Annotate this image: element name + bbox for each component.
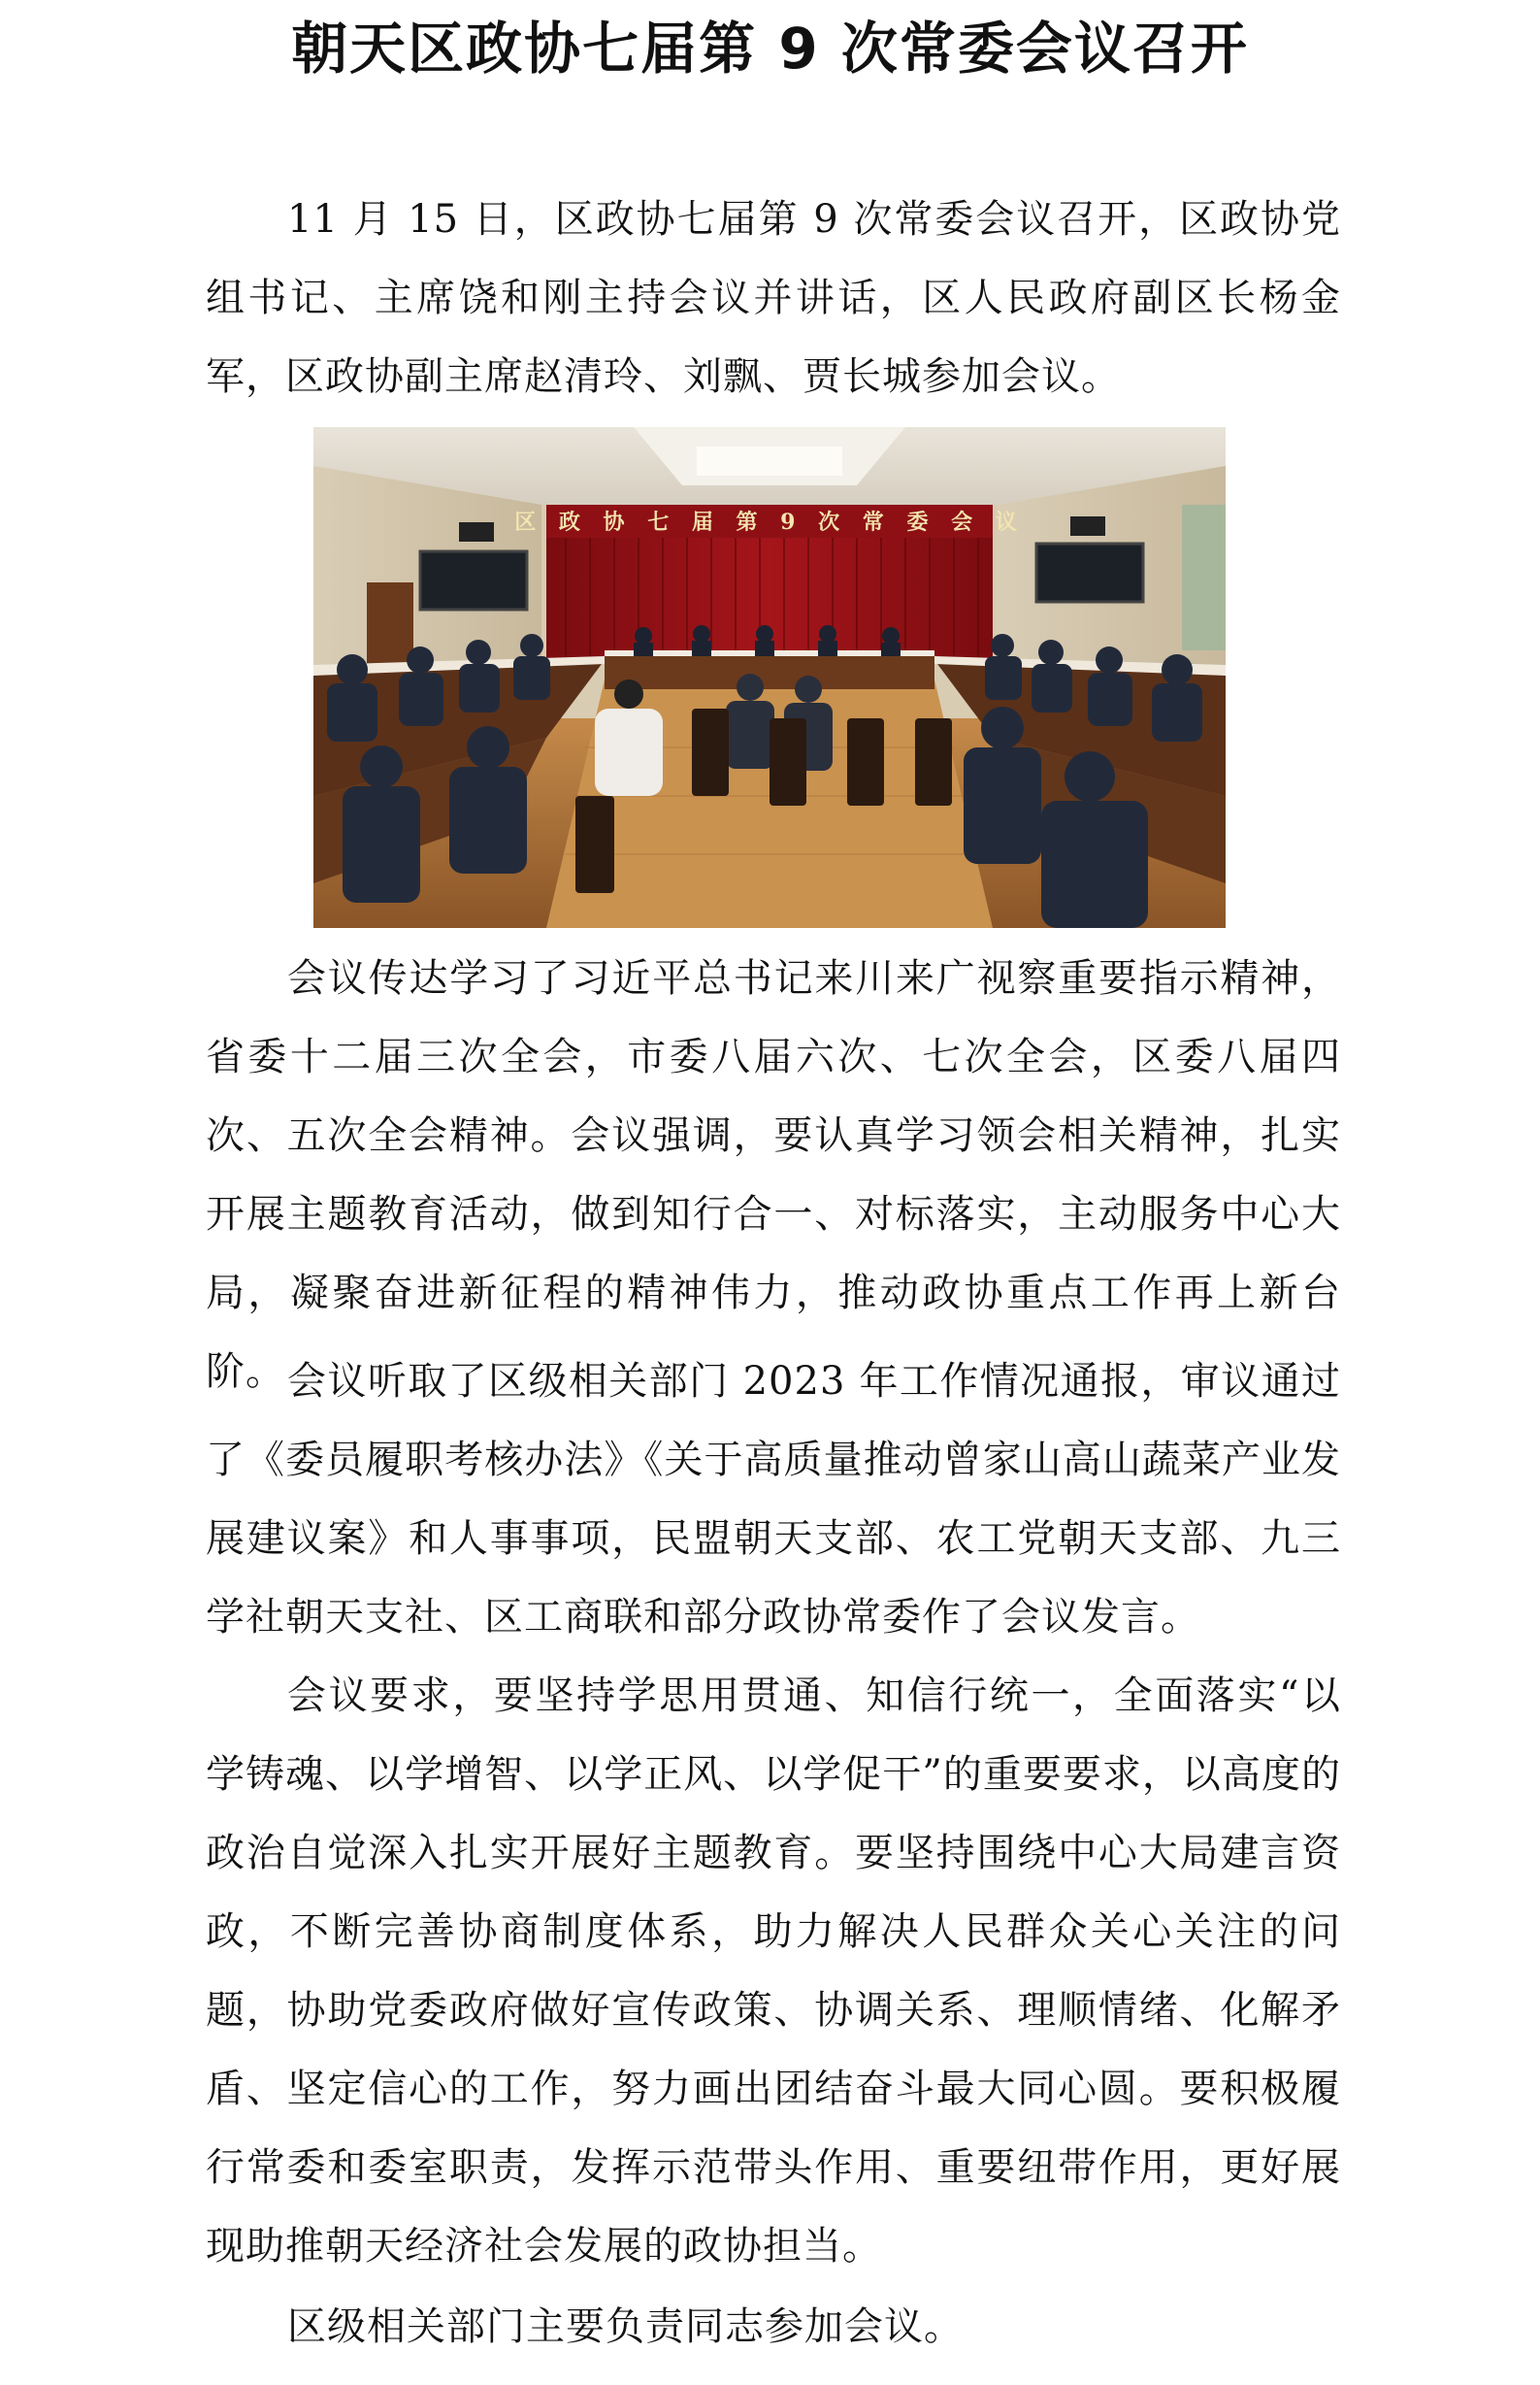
paragraph-1: 11 月 15 日，区政协七届第 9 次常委会议召开，区政协党组书记、主席饶和刚主持会议并讲话，区人民政府副区长杨金军，区政协副主席赵清玲、刘飘、贾长城参加会议。 <box>206 197 1341 399</box>
paragraph-5: 区级相关部门主要负责同志参加会议。 <box>287 2304 964 2349</box>
article-title: 朝天区政协七届第 9 次常委会议召开 <box>291 16 1249 82</box>
paragraph-4: 会议要求，要坚持学思用贯通、知信行统一，全面落实“以学铸魂、以学增智、以学正风、以学促干”的重要要求，以高度的政治自觉深入扎实开展好主题教育。要坚持围绕中心大局建言资政，不断完善协商制度体系，助力解决人民群众关心关注的问题，协助党委政府做好宣传政策、协调关系、理顺情绪、化解矛盾、坚定信心的工作，努力画出团结奋斗最大同心圆。要积极履行常委和委室职责，发挥示范带头作用、重要纽带作用，更好展现助推朝天经济社会发展的政协担当。 <box>206 1673 1341 2269</box>
paragraph-3: 会议听取了区级相关部门 2023 年工作情况通报，审议通过了《委员履职考核办法》《关于高质量推动曾家山高山蔬菜产业发展建议案》和人事事项，民盟朝天支部、农工党朝天支部、九三学社朝天支社、区工商联和部分政协常委作了会议发言。 <box>206 1359 1341 1640</box>
paragraph-2: 会议传达学习了习近平总书记来川来广视察重要指示精神，省委十二届三次全会，市委八届六次、七次全会，区委八届四次、五次全会精神。会议强调，要认真学习领会相关精神，扎实开展主题教育活动，做到知行合一、对标落实，主动服务中心大局，凝聚奋进新征程的精神伟力，推动政协重点工作再上新台阶。 <box>206 956 1341 1394</box>
meeting-photo <box>313 427 1226 928</box>
banner-label: 区 政 协 七 届 第 9 次 常 委 会 议 <box>514 510 1025 535</box>
